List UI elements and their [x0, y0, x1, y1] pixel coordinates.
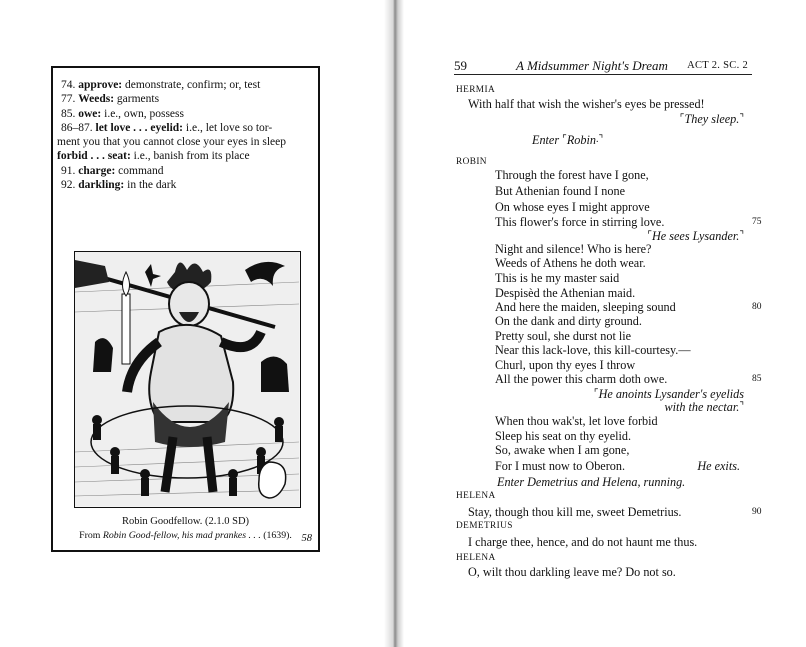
bracket-open-icon: ⌜: [679, 113, 685, 124]
verse-line: Churl, upon thy eyes I throw: [495, 358, 636, 372]
speaker-name: DEMETRIUS: [456, 521, 513, 531]
bracket-open-icon: ⌜: [562, 134, 567, 145]
verse-line: Weeds of Athens he doth wear.: [495, 256, 646, 270]
exit-direction: He exits.: [697, 459, 740, 473]
verse-line: This flower's force in stirring love.: [495, 215, 665, 229]
verse-line: Stay, though thou kill me, sweet Demetrius.: [468, 505, 682, 519]
bracket-open-icon: ⌜: [593, 388, 599, 399]
act-scene: ACT 2. SC. 2: [687, 60, 748, 71]
verse-line: When thou wak'st, let love forbid: [495, 414, 658, 428]
footnote: 77. Weeds: garments: [61, 93, 160, 106]
verse-line: Through the forest have I gone,: [495, 168, 649, 182]
woodcut-illustration: [75, 252, 299, 506]
stage-direction-text: He sees Lysander.: [652, 229, 740, 243]
verse-line: For I must now to Oberon.: [495, 459, 625, 473]
verse-line: Despisèd the Athenian maid.: [495, 286, 636, 300]
stage-direction-text: They sleep.: [684, 112, 740, 126]
bracket-close-icon: .⌝: [595, 134, 604, 145]
robin-goodfellow-woodcut: [74, 251, 301, 508]
line-number: 90: [752, 507, 762, 517]
page-number-right: 59: [454, 58, 467, 73]
footnote: 91. charge: command: [61, 164, 164, 177]
stage-direction-text: He anoints Lysander's eyelids: [598, 387, 744, 401]
stage-direction: [665, 400, 745, 414]
verse-line: This is he my master said: [495, 271, 620, 285]
footnote-continuation: forbid . . . seat: i.e., banish from its place: [57, 150, 250, 163]
figure-caption: Robin Goodfellow. (2.1.0 SD): [121, 516, 250, 527]
footnote: 74. approve: demonstrate, confirm; or, test: [61, 79, 261, 91]
figure-source: From Robin Good-fellow, his mad prankes . . . (1639).: [79, 530, 292, 541]
verse-line: Sleep his seat on thy eyelid.: [495, 429, 632, 443]
footnote: 85. owe: i.e., own, possess: [61, 107, 184, 120]
stage-direction: Enter Demetrius and Helena, running.: [497, 475, 686, 489]
speaker-name: HELENA: [456, 491, 496, 501]
verse-line: O, wilt thou darkling leave me? Do not so.: [468, 565, 676, 579]
verse-line: Near this lack-love, this kill-courtesy.—: [495, 343, 691, 357]
line-number: 85: [752, 374, 762, 384]
stage-direction-name: Robin: [566, 133, 596, 147]
footnotes-list: [57, 78, 312, 192]
footnote: 86–87. let love . . . eyelid: i.e., let love so tor-: [61, 121, 273, 134]
verse-line: I charge thee, hence, and do not haunt me thus.: [468, 535, 698, 549]
stage-direction: [647, 229, 744, 243]
verse-line: Pretty soul, she durst not lie: [495, 329, 632, 343]
verse-line: On the dank and dirty ground.: [495, 314, 642, 328]
verse-line: Night and silence! Who is here?: [495, 242, 652, 256]
page-number-left: 58: [301, 533, 312, 544]
line-number: 80: [752, 302, 762, 312]
verse-line: But Athenian found I none: [495, 184, 625, 198]
bracket-close-icon: ⌝: [739, 113, 744, 124]
notes-panel: [51, 66, 320, 552]
verse-line: So, awake when I am gone,: [495, 443, 630, 457]
stage-direction: [594, 387, 744, 401]
verse-line: On whose eyes I might approve: [495, 200, 650, 214]
stage-direction: [680, 112, 744, 126]
bracket-close-icon: ⌝: [739, 230, 744, 241]
running-header: [454, 58, 752, 75]
bracket-close-icon: ⌝: [739, 401, 744, 412]
line-number: 75: [752, 217, 762, 227]
book-gutter: [384, 0, 404, 647]
bracket-open-icon: ⌜: [647, 230, 652, 241]
verse-line: With half that wish the wisher's eyes be pressed!: [468, 97, 705, 111]
footnote: 92. darkling: in the dark: [61, 179, 177, 192]
stage-direction: Enter ⌜Robin.⌝: [532, 133, 604, 147]
speaker-name: ROBIN: [456, 157, 487, 167]
stage-direction-text: with the nectar.: [664, 400, 740, 414]
play-title: A Midsummer Night's Dream: [516, 58, 668, 73]
verse-line: And here the maiden, sleeping sound: [495, 300, 676, 314]
speaker-name: HERMIA: [456, 85, 496, 95]
verse-line: All the power this charm doth owe.: [495, 372, 668, 386]
footnote-continuation: ment you that you cannot close your eyes in sleep: [57, 136, 286, 149]
speaker-name: HELENA: [456, 553, 496, 563]
